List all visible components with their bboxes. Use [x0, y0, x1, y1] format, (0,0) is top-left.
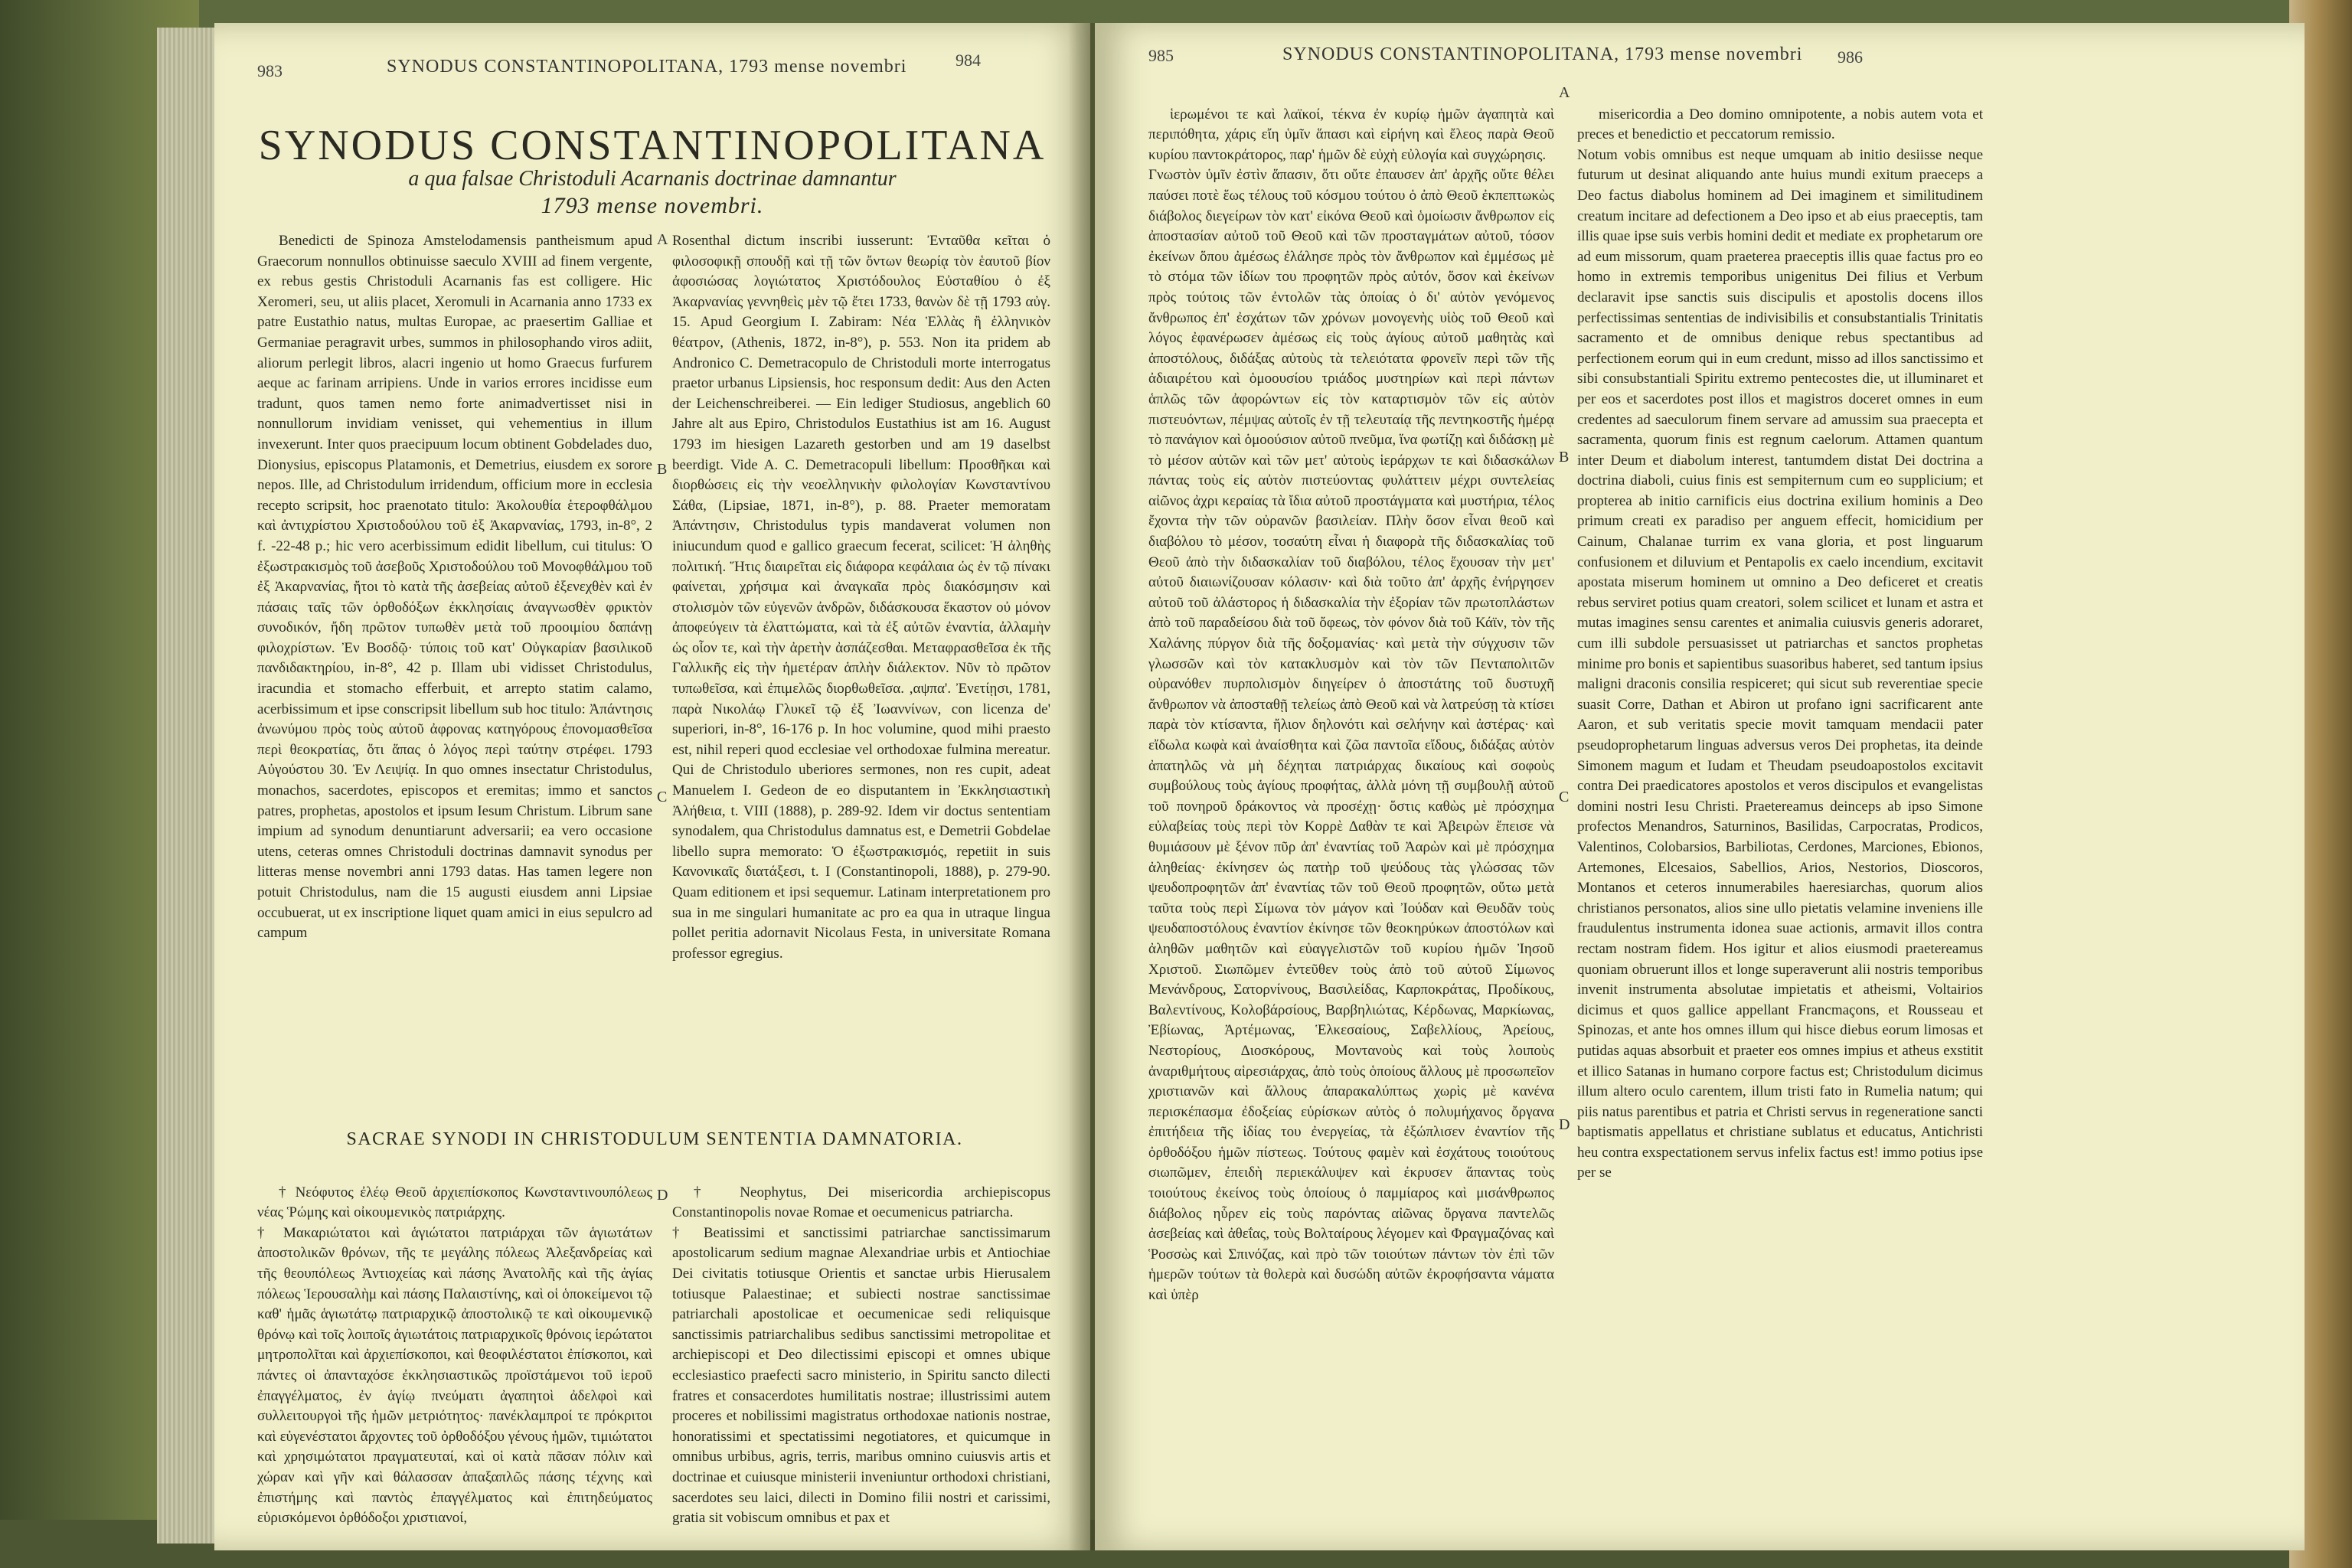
- latin-column: [672, 1162, 1050, 1530]
- right-page: [1095, 23, 2305, 1550]
- column-number-right: 984: [956, 51, 981, 70]
- margin-marker-b: B: [657, 461, 668, 478]
- intro-paragraph-b: Rosenthal dictum inscribi iusserunt: Ἐνταῦθα κεῖται ὁ φιλοσοφικῇ σπουδῇ καὶ τῇ τῶν ὄντων θεωρίᾳ τὸν ἑαυτοῦ βίον ἀφοσιώσας λογιώτατος Χριστόδουλος Εὐσταθίου ὁ ἐξ Ἀκαρνανίας γεννηθεὶς μὲν τῷ ἔτει 1733, θανὼν δὲ τῇ 1793 αὐγ. 15. Apud Georgium I. Zabiram: Νέα Ἑλλὰς ἢ ἑλληνικὸν θέατρον, (Athenis, 1872, in-8°), p. 553. Non ita pridem ab Andronico C. Demetracopulo de Christoduli morte interrogatus praetor urbanus Lipsiensis, hoc responsum dedit: Aus den Acten der Leichenschreiberei. — Ein lediger Studiosus, angeblich 60 Jahre alt aus Epiro, Christodulos Eustathius ist am 16. August 1793 im hiesigen Lazareth gestorben und am 19 daselbst beerdigt. Vide A. C. Demetracopuli libellum: Προσθῆκαι καὶ διορθώσεις εἰς τὴν νεοελληνικὴν φιλολογίαν Κωνσταντίνου Σάθα, (Lipsiae, 1871, in-8°), p. 88. Praeter memoratam Ἀπάντησιν, Christodulus typis mandaverat volumen non iniucundum quod e gallico graecum fecerat, scilicet: Ἡ ἀληθὴς πολιτική. Ἥτις διαιρεῖται εἰς διάφορα κεφάλαια ὡς ἐν τῷ πίνακι φαίνεται, χρήσιμα καὶ ἀναγκαῖα πρὸς διακόσμησιν καὶ στολισμὸν τῶν εὐγενῶν ἀνδρῶν, διδάσκουσα ἕκαστον οὐ μόνον ἀποφεύγειν τὰ ἐλαττώματα, καὶ τὰ ἐξ αὐτῶν ἐναντία, ἀλλαμὴν ὡς οἷον τε, καὶ τὴν ἀρετὴν ἀσπάζεσθαι. Μεταφρασθεῖσα ἐκ τῆς Γαλλικῆς εἰς τὴν ἡμετέραν ἁπλὴν διάλεκτον. Νῦν τὸ πρῶτον τυπωθεῖσα, καὶ ἐπιμελῶς διορθωθεῖσα. ,αψπα'. Ἐνετίῃσι, 1781, παρὰ Νικολάῳ Γλυκεῖ τῷ ἐξ Ἰωαννίνων, con licenza de' superiori, in-8°, 16-176 p. In hoc volumine, quod mihi praesto est, nihil reperi quod ecclesiae vel orthodoxae fulmina mereatur. Qui de Christodulo uberiores sermones, non res cupit, adeat Manuelem I. Gedeon de eo disputantem in Ἐκκλησιαστικὴ Ἀλήθεια, t. VIII (1888), p. 289-92. Idem vir doctus sententiam synodalem, qua Christodulus damnatus est, e Demetrii Gobdelae libello supra memorato: Ὁ ἐξωστρακισμός, repetiit in suis Κανονικαῖς διατάξεσι, t. I (Constantinopoli, 1888), p. 279-90. Quam editionem et ipsi sequemur. Latinam interpretationem pro sua in me singulari humanitate ac pro ea qua in utraque lingua pollet peritia adornavit Nicolaus Festa, in universitate Romana professor egregius.: [672, 233, 1050, 962]
- margin-marker-b: B: [1559, 449, 1570, 466]
- latin-text: misericordia a Deo domino omnipotente, a nobis autem vota et preces et benedictio et peccatorum remissio. Notum vobis omnibus est neque umquam ab initio desiisse neque futurum ut desinat aliquando ante huius mundi exitum praeceps a Deo factus diabolus hominem ad Dei imaginem et similitudinem creatum incitare ad defectionem a Deo ipso et ab eius praeceptis, tam illis quae ipse suis verbis homini dedit et mediate ex prophetarum ore ad eum missorum, quam praeterea praeceptis illis quae factus pro eo homo in extremis temporibus unigenitus Dei filius et Verbum declaravit ipse sanctis suis discipulis et apostolis docens illos perfectissimas sententias de indivisibilis et consubstantialis Trinitatis sacramento et de omnibus denique rebus spectantibus ad perfectionem eorum qui in eum credunt, misso ad illos sanctissimo et sibi consubstantiali Spiritu extremo pentecostes die, ut illuminaret et per eos et sacerdotes post illos et magistros doceret omnes in eum credentes ad saeculorum finem servare ad amussim sua praecepta et sacramenta, quorum finis est regnum caelorum. Attamen quantum inter Deum et diabolum interest, tantumdem distat Dei doctrina a doctrina diaboli, cuius finis est sempiternum cum eo supplicium; et propterea ab initio carnificis eius doctrina exilium hominis a Deo primum creati ex paradiso per anguem effecit, homicidium per Cainum, Chalanae turrim ex vana gloria, et post linguarum confusionem et diluvium et Pentapolis ex caelo incendium, excitavit apostata miserum hominem ut omnino a Deo deficeret et creatis rebus serviret potius quam creatori, solem scilicet et lunam et astra et mutas imagines sensu carentes et animalia cuiusvis generis adoraret, cum illi subdole persuasisset ut patriarchas et sanctos prophetas minime pro bonis et sapientibus suasoribus haberet, sed tantum ipsius maligni draconis consilia respiceret; qui sicut sub reverentiae specie suasit Corre, Dathan et Abiron ut profano igni sacrificarent ante Aaron, et sub veritatis specie movit tamquam mendacii pater pseudoprophetarum linguas adversus veros Dei prophetas, ita deinde Simonem magum et Iudam et Theudam pseudoapostolos excitavit contra Dei praedicatores apostolos et veros discipulos et evangelistas domini nostri Iesu Christi. Praetereamus deinceps ab ipso Simone profectos Menandros, Saturninos, Basilidas, Carpocratas, Prodicos, Valentinos, Colobarsios, Barbiliotas, Cerdones, Marciones, Ebionos, Artemones, Elcesaios, Sabellios, Arios, Nestorios, Dioscoros, Montanos et ceteros innumerabiles haeresiarchas, quorum alios christianos personatos, alios sine ullo pietatis velamine inveniens ille fraudulentus instrumenta idonea suae actionis, armavit illos contra rectam nostram fidem. Hos igitur et alios eiusmodi praetereamus quoniam obruerunt illos et longe superaverunt alii nostris temporibus invenit instrumenta absolutae impietatis et atheismi, Voltairios dicimus et quos gallice appellant Francmaçons, et Rousseau et Spinozas, et ante hos omnes illum qui hisce diebus eorum limosas et putidas aquas absorbuit et praeter eos omnes impius et atheus exstitit et illico Satanas in humano corpore factus est; Christodulum dicimus illum altero oculo carentem, illum tristi fato in Rumelia natum; qui piis natus parentibus et patria et Christi servus in regeneratione sancti baptismatis appellatus et christiane sublatus et educatus, Antichristi heu contra exspectationem servus infelix factus est! immo potius ipse per se: [1577, 106, 1983, 1181]
- margin-marker-c: C: [1559, 789, 1570, 805]
- column-number-left: 983: [257, 61, 283, 80]
- section-title: SACRAE SYNODI IN CHRISTODULUM SENTENTIA DAMNATORIA.: [346, 1129, 963, 1149]
- greek-text: ἱερωμένοι τε καὶ λαϊκοί, τέκνα ἐν κυρίῳ ἡμῶν ἀγαπητὰ καὶ περιπόθητα, χάρις εἴη ὑμῖν ἅπασι καὶ εἰρήνη καὶ ἔλεος παρὰ Θεοῦ κυρίου παντοκράτορος, παρ' ἡμῶν δὲ εὐχὴ εὐλογία καὶ συγχώρησις. Γνωστὸν ὑμῖν ἐστὶν ἅπασιν, ὅτι οὔτε ἐπαυσεν ἀπ' ἀρχῆς οὔτε θέλει παύσει ποτὲ ἕως τέλους τοῦ κόσμου τούτου ὁ ἀπὸ Θεοῦ ἐκπεπτωκὼς διάβολος διεγείρων τὸν κατ' εἰκόνα Θεοῦ καὶ ὁμοίωσιν ἄνθρωπον εἰς ἀποστασίαν αὐτοῦ τοῦ Θεοῦ καὶ τῶν προσταγμάτων αὐτοῦ, τόσον ἐκείνων ὅπου ἀμέσως ἐλάλησε πρὸς τὸν ἄνθρωπον καὶ ἐμμέσως μὲ τὸ στόμα τῶν ἰδίων του προφητῶν πρὸς αὐτόν, ὅσον καὶ ἐκείνων πρὸς τούτοις τῶν ἐντολῶν τὰς ὁποίας ὁ δι' αὐτὸν γενόμενος ἄνθρωπος ἐπ' ἐσχάτων τῶν χρόνων μονογενὴς υἱὸς τοῦ Θεοῦ καὶ λόγος ἐφανέρωσεν ἀμέσως εἰς τοὺς ἁγίους αὐτοῦ μαθητὰς καὶ ἀποστόλους, διδάξας αὐτοὺς τὰ τελειότατα φρονεῖν περὶ τῶν τῆς ἀδιαιρέτου καὶ ὁμοουσίου τριάδος μυστηρίων καὶ περὶ πάντων ἁπλῶς τῶν ἀφορώντων εἰς τὸν καταρτισμὸν τῶν εἰς αὐτὸν πιστευόντων, πέμψας αὐτοῖς ἐν τῇ τελευταίᾳ τῆς πεντηκοστῆς ἡμέρᾳ τὸ πανάγιον καὶ ὁμοούσιον αὐτοῦ πνεῦμα, ἵνα φωτίζῃ καὶ διδάσκῃ μὲ τὸ μέσον αὐτῶν καὶ τῶν μετ' αὐτοὺς ἱεράρχων τε καὶ διδασκάλων πάντας τοὺς εἰς αὐτὸν πιστεύοντας φυλάττειν μέχρι συντελείας αἰῶνος ἀχρι κεραίας τὰ ἴδια αὐτοῦ προστάγματα καὶ μυστήρια, τέλος ἔχοντα τὴν τῶν οὐρανῶν βασιλείαν. Πλὴν ὅσον εἶναι θεοῦ καὶ διαβόλου τὸ μέσον, τοσαύτη εἶναι ἡ διαφορὰ τῆς διδασκαλίας τοῦ Θεοῦ ἀπὸ τὴν διδασκαλίαν τοῦ διαβόλου, τέλος ἔχουσαν τὴν μετ' αὐτοῦ διαιωνίζουσαν κόλασιν· καὶ διὰ τοῦτο ἀπ' ἀρχῆς ἐνήργησεν αὐτοῦ τοῦ ἀλάστορος ἡ διδασκαλία τὴν ἐξορίαν τῶν πρωτοπλάστων ἀπὸ τοῦ παραδείσου διὰ τοῦ ὄφεως, τὸν φόνον διὰ τοῦ Κάϊν, τὸν τῆς Χαλάνης πύργον διὰ τῆς δοξομανίας· καὶ μετὰ τὴν σύγχυσιν τῶν γλωσσῶν καὶ τὸν κατακλυσμὸν καὶ τὸν τῶν Πενταπολιτῶν οὐρανόθεν πυρπολισμὸν διηγείρεν ὁ ἀποστάτης τοῦ δυστυχῆ ἄνθρωπον νὰ ἀποσταθῇ τελείως ἀπὸ Θεοῦ καὶ νὰ λατρεύσῃ τὰ κτίσει παρὰ τὸν κτίσαντα, ἤλιον δηλονότι καὶ σελήνην καὶ ἀστέρας· καὶ εἴδωλα κωφὰ καὶ ἀναίσθητα καὶ ζῶα παντοῖα εἴδους, διδάξας αὐτὸν ἀπατηλῶς νὰ μὴ δέχηται πατριάρχας δικαίους καὶ σοφοὺς συμβούλους τοὺς ἁγίους προφήτας, ἀλλὰ μόνη τῇ συμβουλῇ αὐτοῦ τοῦ πονηροῦ δράκοντος νὰ προσέχῃ· ὅστις καθὼς μὲ πρόσχημα εὐλαβείας τοὺς περὶ τὸν Κορρὲ Δαθὰν τε καὶ Ἀβειρὼν ἔπεισε νὰ θυμιάσουν μὲ ξένον πῦρ ἀπ' ἐναντίας τοῦ Ἀαρὼν καὶ μὲ πρόσχημα ἀληθείας· ἐκίνησεν ὡς πατὴρ τοῦ ψεύδους τὰς γλώσσας τῶν ψευδοπροφητῶν ἀπ' ἐναντίας τῶν τοῦ Θεοῦ προφητῶν, οὕτω μετὰ ταῦτα τοὺς περὶ Σίμωνα τὸν μάγον καὶ Ἰούδαν καὶ Θευδᾶν τοὺς ψευδαποστόλους ἐναντίον ἐκίνησε τῶν θεοκηρύκων ἀποστόλων καὶ ἀληθῶν μαθητῶν καὶ εὐαγγελιστῶν τοῦ κυρίου ἡμῶν Ἰησοῦ Χριστοῦ. Σιωπῶμεν ἐντεῦθεν τοὺς ἀπὸ τοῦ αὐτοῦ Σίμωνος Μενάνδρους, Σατορνίνους, Βασιλείδας, Καρποκράτας, Προδίκους, Βαλεντίνους, Κολοβάρσίους, Βαρβηλιώτας, Κέρδωνας, Μαρκίωνας, Ἐβίωνας, Ἀρτέμωνας, Ἑλκεσαίους, Σαβελλίους, Ἀρείους, Νεστορίους, Διοσκόρους, Μοντανοὺς καὶ τοὺς λοιποὺς ἀναριθμήτους αἱρεσιάρχας, ἀπὸ τοὺς ὁποίους ἄλλους μὲ προσωπεῖον χριστιανῶν καὶ ἄλλους ἀπαρακαλύπτως χωρὶς μὲ κανένα περισκέπασμα ἐδοξείας εὑρίσκων αὐτὸς ὁ πολυμήχανος ὄργανα ἐπιτήδεια τῆς ἰδίας του ἐνεργείας, τὰ ἐξώπλισεν ἐναντίον τῆς ὀρθοδόξου ἡμῶν πίστεως. Τούτους φαμὲν καὶ ἐσχάτους τοιούτους σιωπῶμεν, ἐπειδὴ περιεκάλυψεν καὶ ἐκρυσεν ἅπαντας τοὺς τοιούτους ἐκείνος τοὺς ὁποίους ὁ παμμίαρος καὶ μισάνθρωπος διάβολος ηὗρεν εἰς τοὺς παρόντας αἰῶνας ὄργανα παντελῶς ἀσεβείας καὶ ἀθεΐας, τοὺς Βολταίρους λέγομεν καὶ Φραγμαζόνας καὶ Ῥοσσὼς καὶ Σπινόζας, καὶ πρὸ τῶν τοιούτων πάντων τὸν ἐπὶ τῶν ἡμερῶν τούτων τὰ θολερὰ καὶ δυσώδη αὐτῶν ἐκροφήσαντα νάματα καὶ ὑπὲρ: [1148, 106, 1554, 1304]
- running-title: SYNODUS CONSTANTINOPOLITANA, 1793 mense novembri: [1282, 44, 1803, 64]
- running-title: SYNODUS CONSTANTINOPOLITANA, 1793 mense novembri: [387, 57, 907, 77]
- margin-marker-d: D: [1559, 1116, 1570, 1133]
- document-subtitle: a qua falsae Christoduli Acarnanis doctrinae damnantur: [408, 167, 897, 191]
- intro-paragraph-a: Benedicti de Spinoza Amstelodamensis pantheismum apud Graecorum nonnullos obtinuisse saeculo XVIII ad finem vergente, ex rebus gestis Christoduli Acarnanis fas est colligere. Hic Xeromeri, seu, ut aliis placet, Xeromuli in Acarnania anno 1733 ex patre Eustathio natus, multas Europae, ac praesertim Galliae et Germaniae peragravit urbes, summos in philosophando viros adiit, aliorum perlegit libros, alacri ingenio ut homo Graecus furfurem aeque ac farinam arripiens. Unde in varios errores incidisse eum tradunt, quos tamen nemo forte animadvertisset nisi in nonnullorum invidiam venisset, qui vehementius in illum invexerunt. Inter quos praecipuum locum obtinent Gobdelades duo, Dionysius, episcopus Platamonis, et Demetrius, eiusdem ex sorore nepos. Ille, ad Christodulum irridendum, officium more in ecclesia recepto scripsit, hoc praenotato titulo: Ἀκολουθία ἑτεροφθάλμου καὶ ἀντιχρίστου Χριστοδούλου τοῦ ἐξ Ἀκαρνανίας, 1793, in-8°, 2 f. -22-48 p.; hic vero acerbissimum edidit libellum, cui titulus: Ὁ ἐξωστρακισμὸς τοῦ ἀσεβοῦς Χριστοδούλου τοῦ Μονοφθάλμου τοῦ ἐξ Ἀκαρνανίας, ἤτοι τὸ κατὰ τῆς ἀσεβείας αὐτοῦ ἐξενεχθὲν καὶ ἐν πάσαις ταῖς τῶν ὀρθοδόξων ἐκκλησίαις ἀναγνωσθὲν φρικτὸν συνοδικόν, ἤδη πρῶτον τυπωθὲν μετὰ τοῦ προοιμίου δαπάνῃ φιλοχρίστων. Ἐν Βοσδῷ· τύποις τοῦ κατ' Οὐγκαρίαν βασιλικοῦ πανδιδακτηρίου, in-8°, 42 p. Illam ubi vidisset Christodulus, iracundia et stomacho efferbuit, et arrepto statim calamo, acerbissimum et ipse conscripsit libellum sub hoc titulo: Ἀπάντησις ἀνωνύμου πρὸς τοὺς αὐτοῦ ἀφρονας κατηγόρους ἐπονομασθεῖσα περὶ θεοκρατίας, ὅτι ἅπας ὁ λόγος περὶ ταύτην στρέφει. 1793 Αὐγούστου 30. Ἐν Λειψίᾳ. In quo omnes insectatur Christodulus, monachos, sacerdotes, episcopos et eremitas; immo et sanctos patres, prophetas, apostolos et ipsum Iesum Christum. Librum sane impium ad synodum denuntiarunt adversarii; ea vero occasione utens, ceteras omnes Christoduli doctrinas damnavit synodus per litteras mense novembri anni 1793 datas. Has tamen legere non potuit Christodulus, nam die 15 augusti eiusdem anni Lipsiae occubuerat, ut ex inscriptione liquet quam amici in eius sepulcro ad campum: [257, 233, 652, 942]
- latin-column: [1577, 84, 1983, 1524]
- latin-text: † Neophytus, Dei misericordia archiepiscopus Constantinopolis novae Romae et oecumenicus patriarcha. † Beatissimi et sanctissimi patriarchae sanctissimarum apostolicarum sedium magnae Alexandriae urbis et Antiochiae Dei civitatis totiusque Orientis et sanctae urbis Hierusalem totiusque Palaestinae; et subiecti nostrae sanctissimae patriarchali apostolicae et oecumenicae sedi reliquisque sanctissimis patriarchalibus sedibus sanctissimi metropolitae et archiepiscopi et Deo dilectissimi episcopi et omnes ubique ecclesiastico praefecti sacro ministerio, in Spiritu sancto dilecti fratres et consacerdotes humilitatis nostrae; illustrissimi autem proceres et nobilissimi magistratus orthodoxae nationis nostrae, honoratissimi et spectatissimi negotiatores, et quicumque in omnibus urbibus, agris, terris, maribus omnino cuiusvis artis et doctrinae et cuiusque ministerii inveniuntur orthodoxi christiani, sacerdotes seu laici, dilecti in Domino filii nostri et carissimi, gratia sit vobiscum omnibus et pax et: [672, 1184, 1050, 1527]
- greek-text: † Νεόφυτος ἐλέῳ Θεοῦ ἀρχιεπίσκοπος Κωνσταντινουπόλεως νέας Ῥώμης καὶ οἰκουμενικὸς πατριάρχης. † Μακαριώτατοι καὶ ἁγιώτατοι πατριάρχαι τῶν ἁγιωτάτων ἀποστολικῶν θρόνων, τῆς τε μεγάλης πόλεως Ἀλεξανδρείας καὶ τῆς θεουπόλεως Ἀντιοχείας καὶ πάσης Ἀνατολῆς καὶ τῆς ἁγίας πόλεως Ἱερουσαλὴμ καὶ πάσης Παλαιστίνης, καὶ οἱ ὁποκείμενοι τῷ καθ' ἡμᾶς ἁγιωτάτῳ πατριαρχικῷ ἀποστολικῷ τε καὶ οἰκουμενικῷ θρόνῳ καὶ τοῖς λοιποῖς ἁγιωτάτοις πατριαρχικοῖς θρόνοις ἱερώτατοι μητροπολῖται καὶ ἀρχιεπίσκοποι, καὶ θεοφιλέστατοι ἐπίσκοποι, καὶ πάντες οἱ ἁπανταχόσε ἐκκλησιαστικῶς προϊστάμενοι τοῦ ἱεροῦ ἐπαγγέλματος, ἐν ἁγίῳ πνεύματι ἀγαπητοὶ ἀδελφοὶ καὶ συλλειτουργοὶ τῆς ἡμῶν μετριότητος· πανέκλαμπροί τε πρόκριτοι καὶ εὐγενέστατοι ἄρχοντες τοῦ ὀρθοδόξου γένους ἡμῶν, τιμιώτατοι καὶ χρησιμώτατοι πραγματευταί, καὶ οἱ κατὰ πᾶσαν πόλιν καὶ χώραν καὶ γῆν καὶ θάλασσαν ἁπαξαπλῶς πάσης τέχνης καὶ ἐπιστήμης καὶ παντὸς ἐπαγγέλματος καὶ ἐπιτηδεύματος εὑρισκόμενοι ὀρθόδοξοι χριστιανοί,: [257, 1184, 652, 1527]
- margin-marker-a: A: [1559, 84, 1570, 101]
- document-title: SYNODUS CONSTANTINOPOLITANA: [258, 122, 1047, 169]
- margin-marker-d: D: [657, 1187, 668, 1204]
- document-date: 1793 mense novembri.: [541, 193, 764, 218]
- column-number-right: 986: [1838, 47, 1863, 67]
- intro-column-a: [257, 231, 652, 1112]
- intro-column-b: [672, 231, 1050, 1112]
- margin-marker-a: A: [657, 231, 668, 248]
- left-page: [214, 23, 1090, 1550]
- greek-column: [1148, 84, 1554, 1524]
- margin-marker-c: C: [657, 789, 668, 805]
- greek-column: [257, 1162, 652, 1530]
- column-number-left: 985: [1148, 46, 1174, 65]
